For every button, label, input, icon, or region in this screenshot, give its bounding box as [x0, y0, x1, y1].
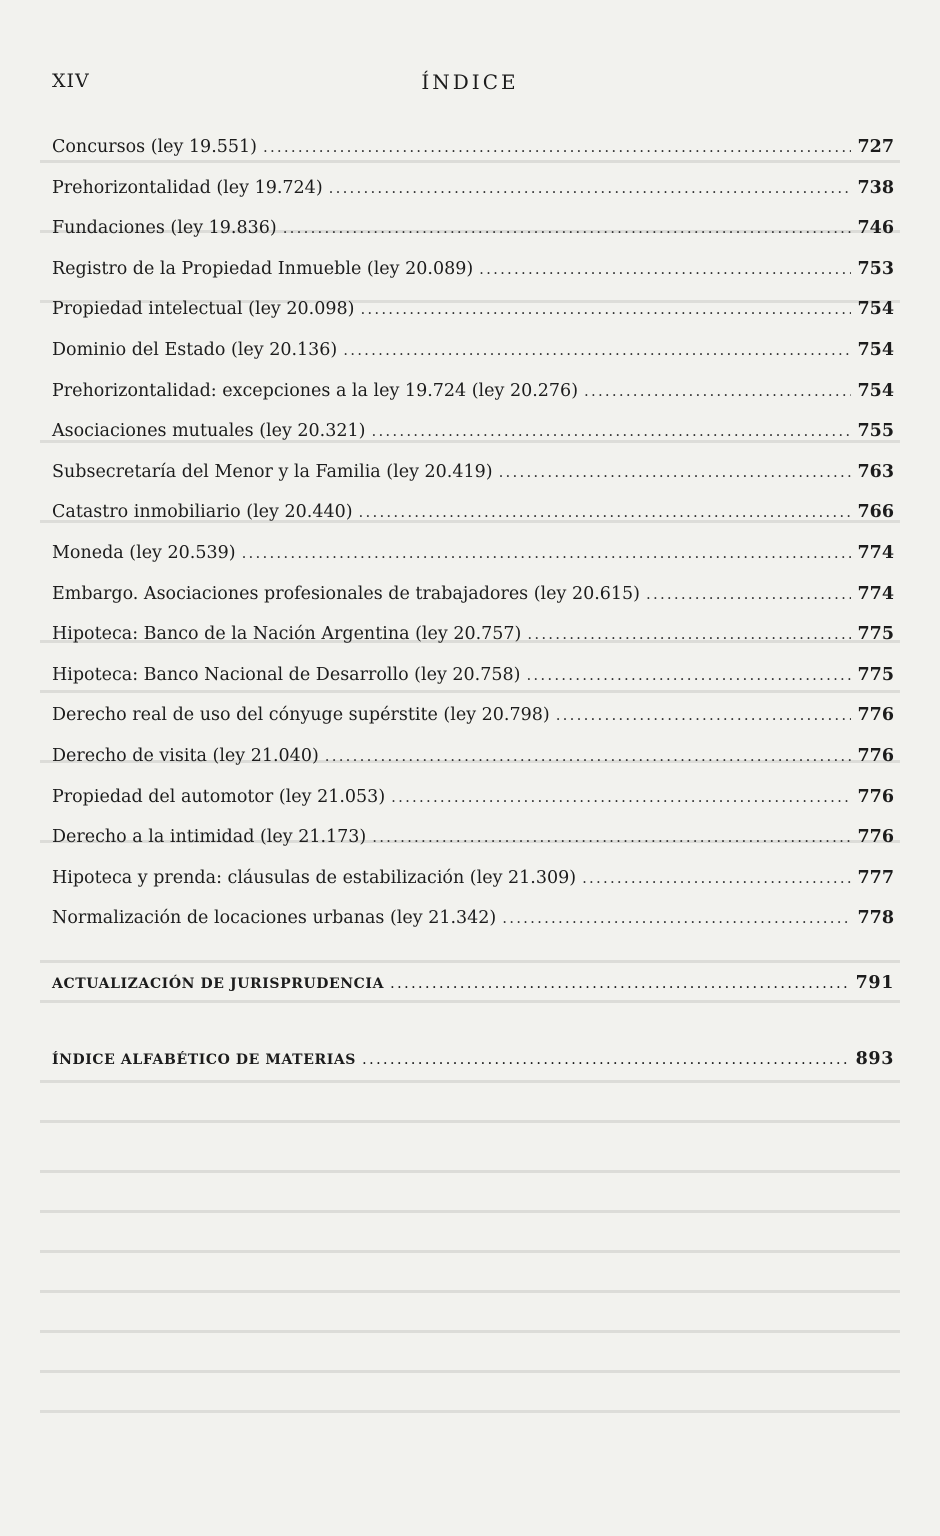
toc-section[interactable] [52, 1049, 894, 1087]
dot-leader [390, 974, 850, 992]
toc-entry-page: 738 [857, 177, 894, 198]
dot-leader [242, 544, 852, 562]
toc-entry[interactable] [52, 462, 894, 503]
dot-leader [502, 909, 851, 927]
toc-entry[interactable] [52, 218, 894, 259]
dot-leader [263, 138, 851, 156]
toc-entry-title: Subsecretaría del Menor y la Familia (ley 20.419) [52, 461, 493, 482]
dot-leader [359, 503, 852, 521]
toc-entry-page: 754 [857, 380, 894, 401]
running-title: ÍNDICE [421, 70, 519, 94]
toc-entry[interactable] [52, 624, 894, 665]
toc-entry-title: Prehorizontalidad: excepciones a la ley 19.724 (ley 20.276) [52, 380, 579, 401]
toc-entry-title: Concursos (ley 19.551) [52, 137, 257, 157]
toc-entry-page: 778 [857, 908, 894, 929]
toc-entry-title: Moneda (ley 20.539) [52, 542, 236, 563]
dot-leader [391, 788, 851, 806]
toc-entry[interactable] [52, 502, 894, 543]
toc-entry-page: 774 [857, 583, 894, 604]
toc-entry-page: 755 [857, 421, 894, 442]
toc-entry-page: 727 [857, 137, 894, 157]
toc-entry-title: Derecho de visita (ley 21.040) [52, 745, 319, 766]
toc-entry-title: Embargo. Asociaciones profesionales de trabajadores (ley 20.615) [52, 583, 641, 604]
toc-entry[interactable] [52, 340, 894, 381]
toc-entry-title: Hipoteca: Banco de la Nación Argentina (ley 20.757) [52, 624, 522, 645]
dot-leader [343, 341, 851, 359]
toc-entry-title: Hipoteca y prenda: cláusulas de estabilización (ley 21.309) [52, 867, 577, 888]
toc-entry[interactable] [52, 137, 894, 178]
toc-entry-page: 776 [857, 786, 894, 807]
toc-entry[interactable] [52, 868, 894, 909]
toc-section[interactable] [52, 973, 894, 1011]
dot-leader [283, 219, 852, 237]
toc-entry-page: 775 [857, 624, 894, 645]
toc-entry[interactable] [52, 787, 894, 828]
toc-section-page: 893 [855, 1048, 894, 1069]
toc-entry-title: Derecho real de uso del cónyuge supérstite (ley 20.798) [52, 705, 550, 726]
toc-entry[interactable] [52, 584, 894, 625]
toc-section-title: ÍNDICE ALFABÉTICO DE MATERIAS [52, 1051, 357, 1068]
toc-entry-page: 763 [857, 461, 894, 482]
dot-leader [362, 1050, 850, 1068]
toc-entry-page: 777 [857, 867, 894, 888]
toc-entry[interactable] [52, 705, 894, 746]
toc-entry-title: Dominio del Estado (ley 20.136) [52, 339, 338, 360]
spacer [52, 1011, 894, 1049]
toc-entry-page: 754 [857, 339, 894, 360]
dot-leader [329, 179, 852, 197]
toc-entry-title: Propiedad del automotor (ley 21.053) [52, 786, 386, 807]
page-header [50, 70, 890, 100]
toc-entry-page: 754 [857, 299, 894, 320]
toc-entry[interactable] [52, 543, 894, 584]
dot-leader [499, 463, 852, 481]
toc-entry[interactable] [52, 665, 894, 706]
toc-entry-page: 776 [857, 705, 894, 726]
toc-entry-page: 753 [857, 258, 894, 279]
dot-leader [526, 666, 851, 684]
spacer [52, 949, 894, 973]
toc-entry-title: Hipoteca: Banco Nacional de Desarrollo (ley 20.758) [52, 664, 521, 685]
dot-leader [646, 585, 851, 603]
toc-section-page: 791 [855, 972, 894, 993]
toc-entry[interactable] [52, 421, 894, 462]
toc-entry-page: 776 [857, 745, 894, 766]
toc-entry[interactable] [52, 299, 894, 340]
toc-entry[interactable] [52, 259, 894, 300]
toc-entry-title: Catastro inmobiliario (ley 20.440) [52, 502, 353, 523]
dot-leader [371, 422, 851, 440]
toc-entry-title: Propiedad intelectual (ley 20.098) [52, 299, 355, 320]
page-number: XIV [52, 70, 90, 92]
toc-entry-page: 774 [857, 542, 894, 563]
toc-entry-page: 746 [857, 218, 894, 239]
toc-entry-title: Prehorizontalidad (ley 19.724) [52, 177, 323, 198]
toc-entry-page: 775 [857, 664, 894, 685]
toc-entry-title: Derecho a la intimidad (ley 21.173) [52, 827, 367, 848]
dot-leader [360, 300, 851, 318]
dot-leader [527, 625, 851, 643]
toc-entry-page: 776 [857, 827, 894, 848]
dot-leader [479, 260, 851, 278]
toc-entry-page: 766 [857, 502, 894, 523]
toc-entry-title: Normalización de locaciones urbanas (ley 21.342) [52, 908, 497, 929]
dot-leader [325, 747, 852, 765]
dot-leader [584, 382, 851, 400]
table-of-contents [52, 137, 894, 1087]
toc-entry-title: Fundaciones (ley 19.836) [52, 218, 277, 239]
toc-entry[interactable] [52, 381, 894, 422]
toc-entry[interactable] [52, 908, 894, 949]
dot-leader [582, 869, 851, 887]
dot-leader [556, 706, 852, 724]
toc-entry-title: Registro de la Propiedad Inmueble (ley 20.089) [52, 258, 474, 279]
toc-entry[interactable] [52, 827, 894, 868]
toc-section-title: ACTUALIZACIÓN DE JURISPRUDENCIA [52, 975, 385, 992]
dot-leader [372, 828, 851, 846]
toc-entry-title: Asociaciones mutuales (ley 20.321) [52, 421, 366, 442]
toc-entry[interactable] [52, 746, 894, 787]
toc-entry[interactable] [52, 178, 894, 219]
